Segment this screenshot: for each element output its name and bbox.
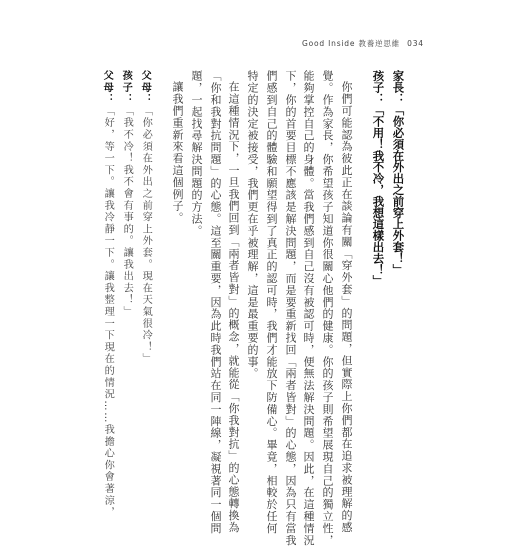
body-line: 題，一起找尋解決問題的方法。 bbox=[190, 70, 203, 237]
speaker-label: 父母： bbox=[101, 70, 114, 106]
dialogue-line bbox=[140, 70, 150, 490]
body-line: 們感到自己的體驗和願望得到了真正的認可時，我們才能放下防備心。畢竟，相較於任何 bbox=[265, 70, 278, 535]
running-header bbox=[298, 38, 424, 49]
dialogue-text: 「好，等一下。讓我冷靜一下。讓我整理一下現在的情況……我擔心你會著涼， bbox=[102, 105, 114, 519]
dialogue-text: 「你必須在外出之前穿上外套。現在天氣很冷！」 bbox=[140, 105, 152, 366]
book-title: Good Inside 教養逆思維 bbox=[302, 39, 400, 48]
dialogue-line bbox=[391, 70, 406, 490]
body-line: 你們可能認為彼此正在談論有關「穿外套」的問題，但實際上你們都在追求被理解的感 bbox=[340, 81, 353, 534]
dialogue-text: 「你必須在外出之前穿上外套！」 bbox=[391, 104, 406, 276]
body-line: 特定的決定被接受，我們更在乎被理解，這是最重要的事。 bbox=[246, 70, 259, 380]
body-line: 能夠掌控自己的身體。當我們感到自己沒有被認可時，便無法解決問題。因此，在這種情況 bbox=[302, 70, 315, 546]
dialogue-line bbox=[121, 70, 131, 490]
speaker-label: 孩子： bbox=[120, 70, 133, 106]
page-number: 034 bbox=[407, 39, 424, 48]
speaker-label: 孩子： bbox=[371, 70, 386, 105]
body-line: 在這種情況下，一旦我們回到「兩者皆對」的概念，就能從「你我對抗」的心態轉換為 bbox=[227, 81, 240, 534]
body-line: 「你和我對抗問題」的心態。這至關重要，因為此時我們站在同一陣線，凝視著同一個問 bbox=[209, 70, 222, 535]
dialogue-line bbox=[371, 70, 386, 490]
body-line: 下，你的首要目標不應該是解決問題，而是要重新找回「兩者皆對」的心態，因為只有當我 bbox=[284, 70, 297, 546]
dialogue-text: 「不用！我不冷，我想這樣出去！」 bbox=[371, 104, 386, 287]
dialogue-text: 「我不冷！我不會有事的。讓我出去！」 bbox=[121, 105, 133, 318]
speaker-label: 父母： bbox=[139, 70, 152, 106]
body-line: 讓我們重新來看這個例子。 bbox=[171, 81, 184, 224]
dialogue-line bbox=[101, 70, 114, 519]
speaker-label: 家長： bbox=[391, 70, 406, 105]
body-line: 覺。作為家長，你希望孩子知道你很關心他們的健康。你的孩子則希望展現自己的獨立性， bbox=[321, 70, 334, 546]
